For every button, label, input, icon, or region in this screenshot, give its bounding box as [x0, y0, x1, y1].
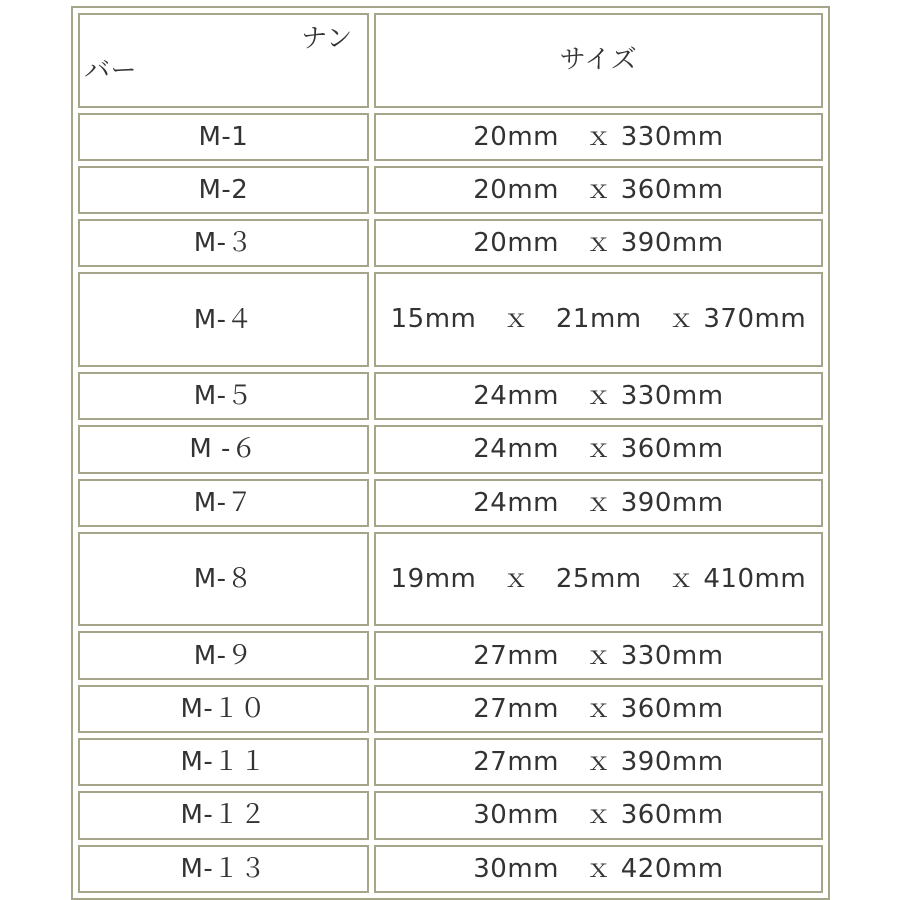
- table-row: [78, 113, 823, 161]
- row-number: M-１３: [78, 845, 369, 893]
- row-number: M-７: [78, 479, 369, 527]
- row-size: 30mm ｘ 360mm: [374, 791, 823, 839]
- table-row: [78, 738, 823, 786]
- header-number-part2: バー: [84, 56, 138, 86]
- table-row: [78, 532, 823, 627]
- row-size: 20mm ｘ 330mm: [374, 113, 823, 161]
- row-size: 24mm ｘ 360mm: [374, 425, 823, 473]
- table-row: [78, 166, 823, 214]
- row-size: 27mm ｘ 330mm: [374, 631, 823, 679]
- row-number: M-５: [78, 372, 369, 420]
- table-row: [78, 425, 823, 473]
- header-number-part1: ナン: [301, 24, 353, 54]
- table-row: [78, 219, 823, 267]
- table-row: [78, 685, 823, 733]
- table-row: [78, 631, 823, 679]
- table-row: [78, 791, 823, 839]
- row-number: M-1: [78, 113, 369, 161]
- header-size: サイズ: [374, 13, 823, 108]
- row-size: 19mm ｘ 25mm ｘ 410mm: [374, 532, 823, 627]
- row-size: 24mm ｘ 330mm: [374, 372, 823, 420]
- table-row: [78, 372, 823, 420]
- row-number: M-2: [78, 166, 369, 214]
- row-number: M-３: [78, 219, 369, 267]
- row-size: 27mm ｘ 360mm: [374, 685, 823, 733]
- row-size: 15mm ｘ 21mm ｘ 370mm: [374, 272, 823, 367]
- row-number: M-９: [78, 631, 369, 679]
- row-size: 20mm ｘ 360mm: [374, 166, 823, 214]
- size-table: [71, 6, 830, 900]
- table-row: [78, 845, 823, 893]
- table-row: [78, 272, 823, 367]
- row-number: M-１２: [78, 791, 369, 839]
- row-size: 30mm ｘ 420mm: [374, 845, 823, 893]
- table-row: [78, 479, 823, 527]
- table-header-row: [78, 13, 823, 108]
- row-size: 24mm ｘ 390mm: [374, 479, 823, 527]
- row-number: M -６: [78, 425, 369, 473]
- row-size: 27mm ｘ 390mm: [374, 738, 823, 786]
- row-size: 20mm ｘ 390mm: [374, 219, 823, 267]
- row-number: M-４: [78, 272, 369, 367]
- header-number: [78, 13, 369, 108]
- row-number: M-１０: [78, 685, 369, 733]
- row-number: M-８: [78, 532, 369, 627]
- row-number: M-１１: [78, 738, 369, 786]
